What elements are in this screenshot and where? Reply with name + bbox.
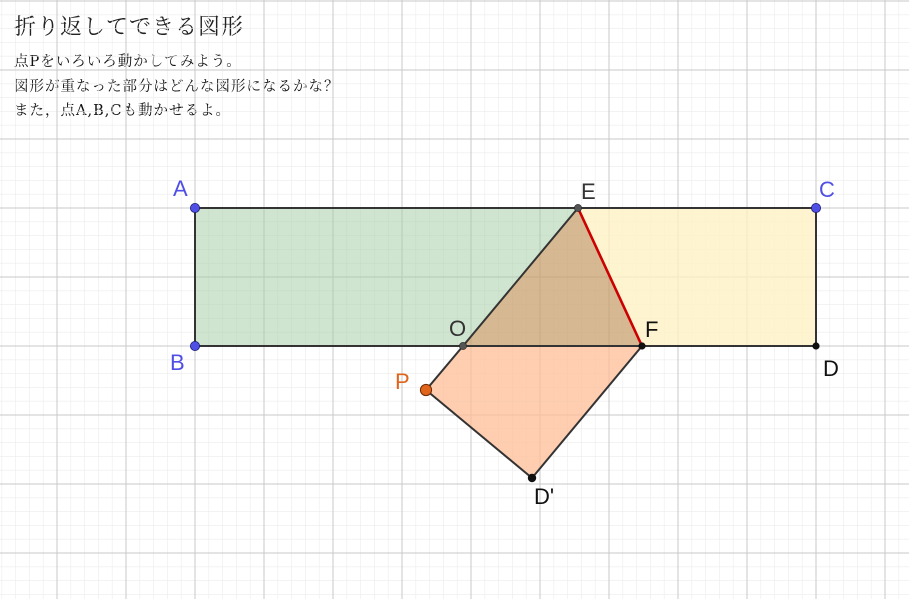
page-title: 折り返してできる図形 <box>14 15 245 40</box>
label-F: F <box>645 317 659 342</box>
point-O <box>459 342 466 349</box>
label-B: B <box>170 350 185 375</box>
label-A: A <box>173 176 188 201</box>
label-O: O <box>449 316 467 341</box>
label-D: D <box>823 356 839 381</box>
label-Dprime: D' <box>534 484 555 509</box>
instruction-line-3: また，点A,B,Cも動かせるよ。 <box>14 103 231 119</box>
instruction-line-2: 図形が重なった部分はどんな図形になるかな？ <box>14 79 340 95</box>
point-E <box>574 204 581 211</box>
point-P[interactable] <box>420 384 431 395</box>
point-Dprime <box>528 474 536 482</box>
point-B[interactable] <box>190 341 199 350</box>
point-D <box>812 342 819 349</box>
instruction-line-1: 点Pをいろいろ動かしてみよう。 <box>14 54 242 70</box>
label-C: C <box>819 177 835 202</box>
point-F <box>638 342 645 349</box>
point-C[interactable] <box>811 203 820 212</box>
orange-region <box>426 346 642 478</box>
point-A[interactable] <box>190 203 199 212</box>
label-P: P <box>395 369 410 394</box>
label-E: E <box>581 179 596 204</box>
